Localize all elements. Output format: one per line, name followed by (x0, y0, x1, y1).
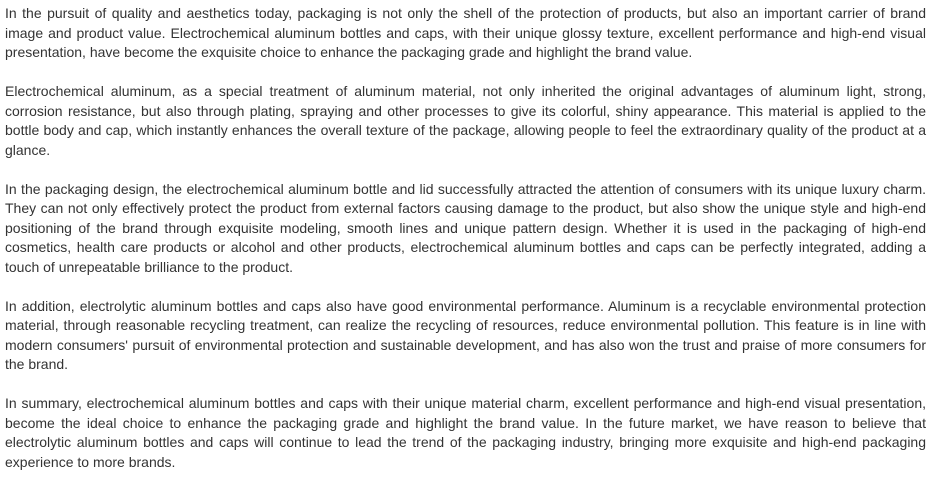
paragraph-environment: In addition, electrolytic aluminum bottles and caps also have good environmental performance. Aluminum is a recyclable environmental protection material, through reasonable recycling treatment, can realize the recycling of resources, reduce environmental pollution. This feature is in line with modern consumers' pursuit of environmental protection and sustainable development, and has also won the trust and praise of more consumers for the brand. (5, 297, 926, 372)
paragraph-intro: In the pursuit of quality and aesthetics today, packaging is not only the shell of the protection of products, but also an important carrier of brand image and product value. Electrochemical aluminum bottles and caps, with their unique glossy texture, excellent performance and high-end visual presentation, have become the exquisite choice to enhance the packaging grade and highlight the brand value. (5, 5, 926, 60)
paragraph-material: Electrochemical aluminum, as a special treatment of aluminum material, not only inherited the original advantages of aluminum light, strong, corrosion resistance, but also through plating, spraying and other processes to give its colorful, shiny appearance. This material is applied to the bottle body and cap, which instantly enhances the overall texture of the package, allowing people to feel the extraordinary quality of the product at a glance. (5, 83, 926, 158)
paragraph-summary: In summary, electrochemical aluminum bottles and caps with their unique material charm, excellent performance and high-end visual presentation, become the ideal choice to enhance the packaging grade and highlight the brand value. In the future market, we have reason to believe that electrolytic aluminum bottles and caps will continue to lead the trend of the packaging industry, bringing more exquisite and high-end packaging experience to more brands. (5, 395, 926, 470)
paragraph-design: In the packaging design, the electrochemical aluminum bottle and lid successfully attracted the attention of consumers with its unique luxury charm. They can not only effectively protect the product from external factors causing damage to the product, but also show the unique style and high-end positioning of the brand through exquisite modeling, smooth lines and unique pattern design. Whether it is used in the packaging of high-end cosmetics, health care products or alcohol and other products, electrochemical aluminum bottles and caps can be perfectly integrated, adding a touch of unrepeatable brilliance to the product. (5, 180, 926, 275)
